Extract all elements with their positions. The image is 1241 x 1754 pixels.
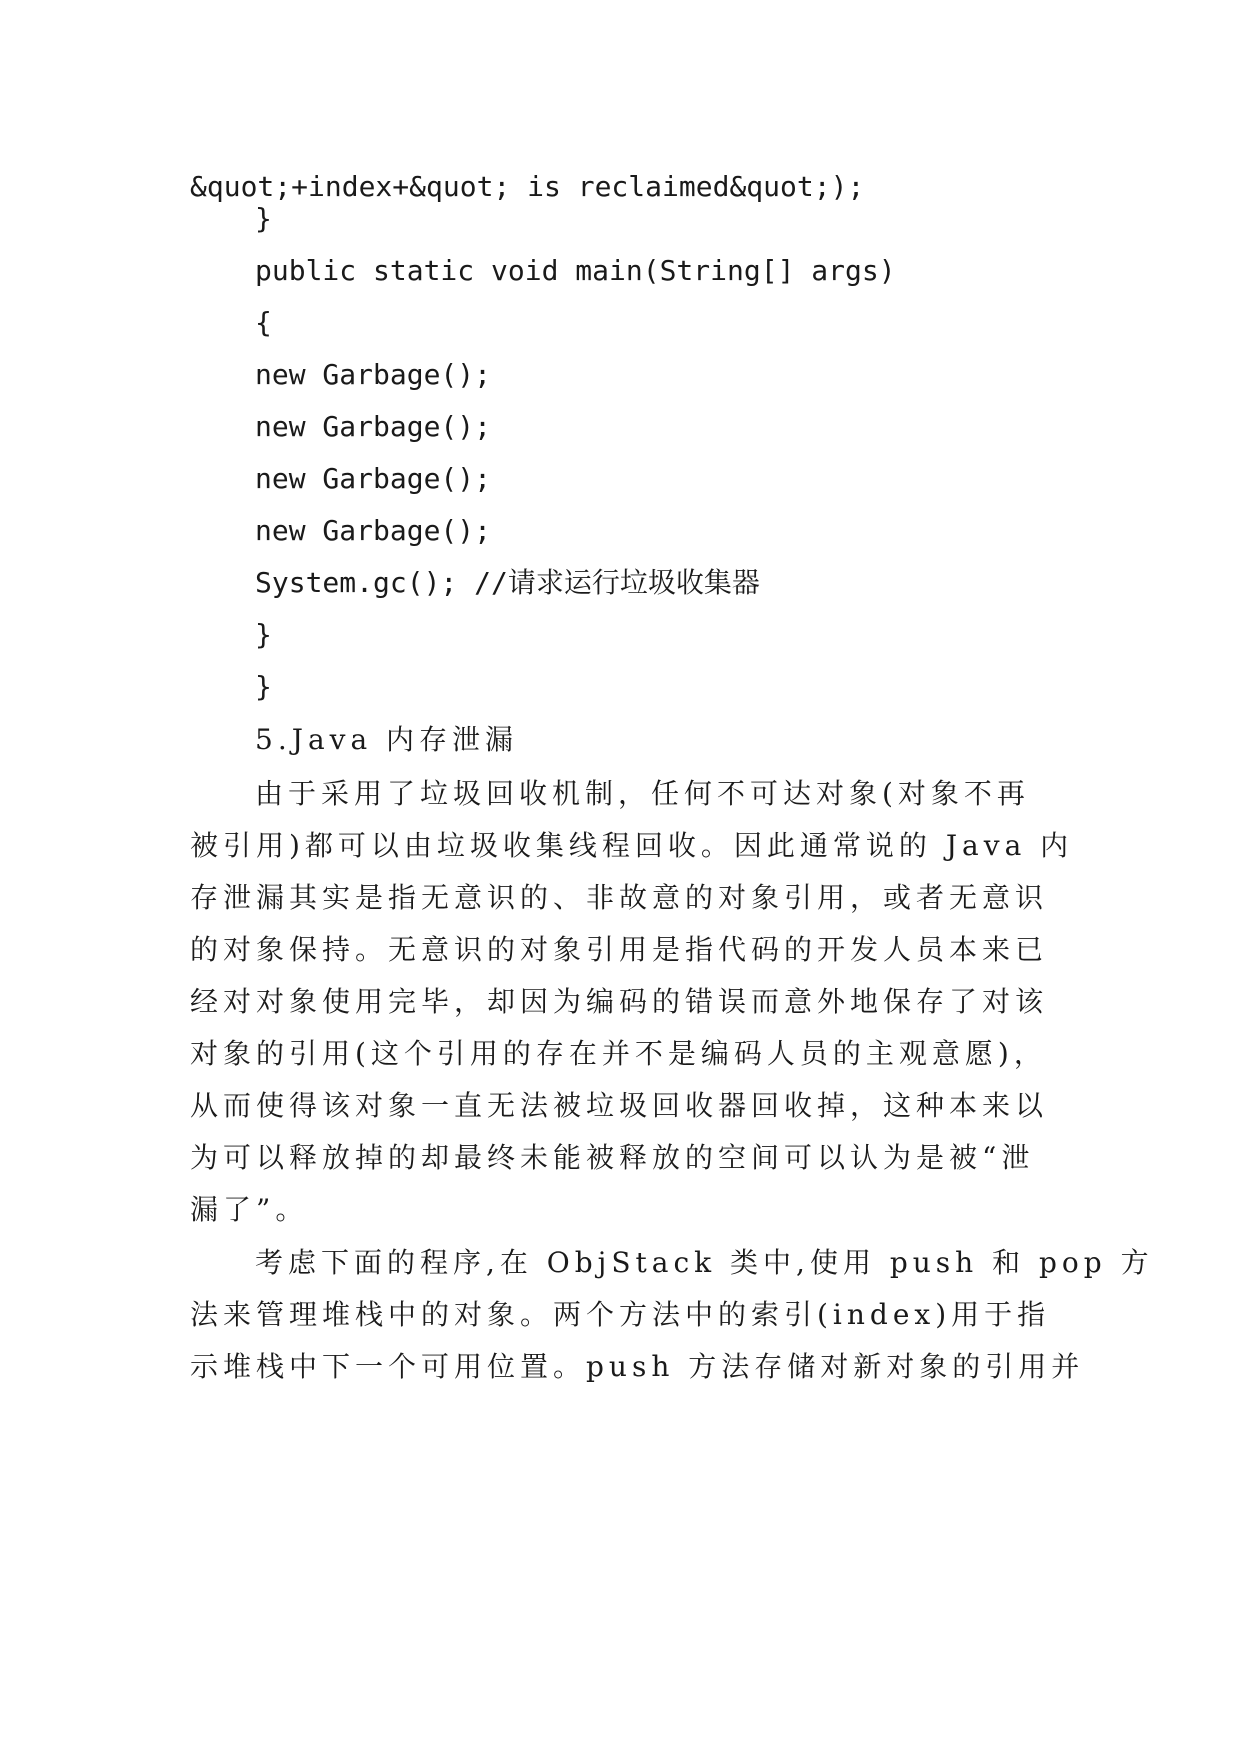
code-line-7: new Garbage(); <box>255 462 492 495</box>
paragraph2-line-2: 法来管理堆栈中的对象。两个方法中的索引(index)用于指 <box>190 1298 1051 1331</box>
paragraph1-line-8: 为可以释放掉的却最终未能被释放的空间可以认为是被“泄 <box>190 1141 1035 1174</box>
code-line-1: &quot;+index+&quot; is reclaimed&quot;); <box>190 170 865 203</box>
code-line-2: } <box>255 202 272 235</box>
section-heading: 5.Java 内存泄漏 <box>255 723 519 756</box>
paragraph1-line-1: 由于采用了垃圾回收机制，任何不可达对象(对象不再 <box>255 777 1030 810</box>
paragraph1-line-5: 经对对象使用完毕，却因为编码的错误而意外地保存了对该 <box>190 985 1049 1018</box>
code-line-8: new Garbage(); <box>255 514 492 547</box>
code-line-5: new Garbage(); <box>255 358 492 391</box>
paragraph1-line-4: 的对象保持。无意识的对象引用是指代码的开发人员本来已 <box>190 933 1049 966</box>
code-line-9: System.gc(); //请求运行垃圾收集器 <box>255 566 760 599</box>
code-line-3: public static void main(String[] args) <box>255 254 896 287</box>
code-line-4: { <box>255 306 272 339</box>
paragraph1-line-6: 对象的引用(这个引用的存在并不是编码人员的主观意愿)， <box>190 1037 1047 1070</box>
paragraph1-line-9: 漏了”。 <box>190 1193 309 1226</box>
paragraph1-line-2: 被引用)都可以由垃圾收集线程回收。因此通常说的 Java 内 <box>190 829 1074 862</box>
paragraph2-line-1: 考虑下面的程序,在 ObjStack 类中,使用 push 和 pop 方 <box>255 1246 1154 1279</box>
paragraph1-line-7: 从而使得该对象一直无法被垃圾回收器回收掉，这种本来以 <box>190 1089 1049 1122</box>
paragraph2-line-3: 示堆栈中下一个可用位置。push 方法存储对新对象的引用并 <box>190 1350 1085 1383</box>
code-line-6: new Garbage(); <box>255 410 492 443</box>
code-line-10: } <box>255 618 272 651</box>
paragraph1-line-3: 存泄漏其实是指无意识的、非故意的对象引用，或者无意识 <box>190 881 1049 914</box>
code-line-11: } <box>255 670 272 703</box>
